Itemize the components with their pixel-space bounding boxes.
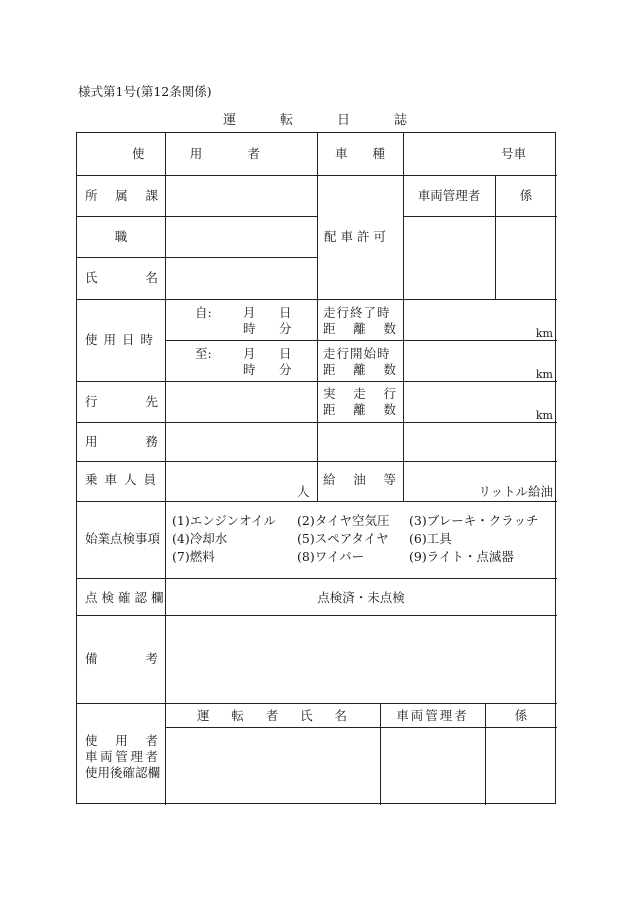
fuel-label (323, 472, 396, 488)
odometer-end-label-1: 走行終了時 (323, 305, 391, 320)
label-char: 備 (85, 651, 98, 666)
label-char: 名 (334, 708, 347, 723)
label-char: 数 (383, 321, 396, 336)
label-char: 属 (115, 188, 128, 203)
label-char: 考 (145, 651, 158, 666)
label-char: 理 (130, 749, 143, 764)
label-char: 者 (145, 749, 158, 764)
label-char: 行 (383, 386, 396, 401)
driver-name-label (197, 708, 347, 724)
km-unit: km (535, 368, 553, 381)
driving-log-form (76, 132, 556, 804)
label-char: 数 (383, 402, 396, 417)
inspection-item: (2)タイヤ空気圧 (297, 513, 390, 528)
inspection-item: (9)ライト・点滅器 (409, 549, 514, 564)
to-minute: 分 (279, 362, 292, 377)
after-use-label-3 (85, 765, 161, 781)
label-char: 運 (197, 708, 210, 723)
position-label: 職 (114, 229, 128, 244)
label-char: 管 (115, 749, 128, 764)
inspection-item: (3)ブレーキ・クラッチ (409, 513, 539, 528)
label-char: 先 (145, 394, 158, 409)
label-char: 車 (335, 146, 348, 161)
dispatch-permit-label: 配車許可 (324, 229, 391, 244)
to-hour: 時 (243, 362, 256, 377)
label-char: 使 (85, 733, 98, 748)
user-label (132, 146, 260, 162)
name-label (85, 270, 158, 286)
label-char: 給 (323, 472, 336, 487)
check-confirm-label: 点検確認欄 (85, 590, 168, 605)
label-char: 距 (323, 362, 336, 377)
label-char: 等 (383, 472, 396, 487)
label-char: 走 (353, 386, 366, 401)
vehicle-type-label (335, 146, 385, 162)
label-char: 離 (353, 362, 366, 377)
label-char: 用 (189, 146, 203, 161)
remarks-label (85, 651, 158, 667)
destination-label (85, 394, 158, 410)
label-char: 者 (265, 708, 279, 723)
to-month: 月 (243, 346, 256, 361)
title-char: 日 (337, 113, 351, 128)
actual-distance-label-2 (323, 402, 396, 418)
inspection-item: (1)エンジンオイル (172, 513, 276, 528)
odometer-end-label-2 (323, 321, 396, 337)
inspection-item: (8)ワイパー (297, 549, 365, 564)
page-title (0, 109, 630, 128)
label-char: 欄 (147, 765, 161, 780)
check-confirm-value: 点検済・未点検 (317, 590, 405, 605)
inspection-item: (7)燃料 (172, 549, 215, 564)
from-hour: 時 (243, 321, 256, 336)
label-char: 氏 (300, 708, 313, 723)
inspection-label: 始業点検事項 (85, 531, 161, 546)
inspection-item: (6)工具 (409, 531, 452, 546)
label-char: 名 (145, 270, 158, 285)
staff-label: 係 (519, 188, 533, 203)
inspection-item: (5)スペアタイヤ (297, 531, 389, 546)
vehicle-number-suffix: 号車 (501, 146, 527, 161)
label-char: 車 (85, 749, 98, 764)
label-char: 油 (353, 472, 366, 487)
to-day: 日 (279, 346, 292, 361)
fuel-unit: リットル給油 (478, 484, 553, 499)
from-month: 月 (243, 305, 256, 320)
label-char: 用 (97, 765, 111, 780)
passengers-unit: 人 (297, 484, 310, 499)
actual-distance-label-1 (323, 386, 396, 402)
label-char: 離 (353, 321, 366, 336)
fleet-manager-label: 車両管理者 (417, 188, 481, 203)
label-char: 行 (85, 394, 98, 409)
label-char: 後 (110, 765, 123, 780)
label-char: 課 (145, 188, 158, 203)
label-char: 使 (85, 765, 98, 780)
odometer-start-label-2 (323, 362, 396, 378)
to-prefix: 至: (195, 346, 212, 361)
label-char: 転 (231, 708, 244, 723)
label-char: 離 (353, 402, 366, 417)
label-char: 者 (247, 146, 260, 161)
from-minute: 分 (279, 321, 292, 336)
passengers-label: 乗車人員 (85, 472, 164, 487)
label-char: 種 (372, 146, 385, 161)
from-day: 日 (279, 305, 292, 320)
title-char: 誌 (394, 113, 408, 128)
label-char: 距 (323, 321, 336, 336)
odometer-start-label-1: 走行開始時 (323, 346, 391, 361)
label-char: 用 (85, 434, 98, 449)
usage-datetime-label: 使用日時 (85, 332, 160, 347)
label-char: 用 (115, 733, 128, 748)
label-char: 認 (135, 765, 148, 780)
label-char: 確 (122, 765, 136, 780)
title-char: 転 (279, 113, 293, 128)
business-label (85, 434, 158, 450)
label-char: 使 (132, 146, 145, 161)
label-char: 者 (145, 733, 158, 748)
label-char: 数 (383, 362, 396, 377)
label-char: 所 (85, 188, 98, 203)
label-char: 実 (323, 386, 336, 401)
km-unit: km (535, 409, 553, 422)
after-use-label-2 (85, 749, 158, 765)
km-unit: km (535, 327, 553, 340)
from-prefix: 自: (195, 305, 212, 320)
title-char: 運 (222, 113, 236, 128)
label-char: 両 (100, 749, 113, 764)
label-char: 氏 (85, 270, 98, 285)
fleet-manager-label: 車両管理者 (396, 708, 469, 723)
label-char: 務 (145, 434, 158, 449)
department-label (85, 188, 158, 204)
after-use-label-1 (85, 733, 158, 749)
inspection-item: (4)冷却水 (172, 531, 228, 546)
label-char: 距 (323, 402, 336, 417)
staff-label: 係 (514, 708, 528, 723)
form-number: 様式第1号(第12条関係) (78, 84, 212, 99)
